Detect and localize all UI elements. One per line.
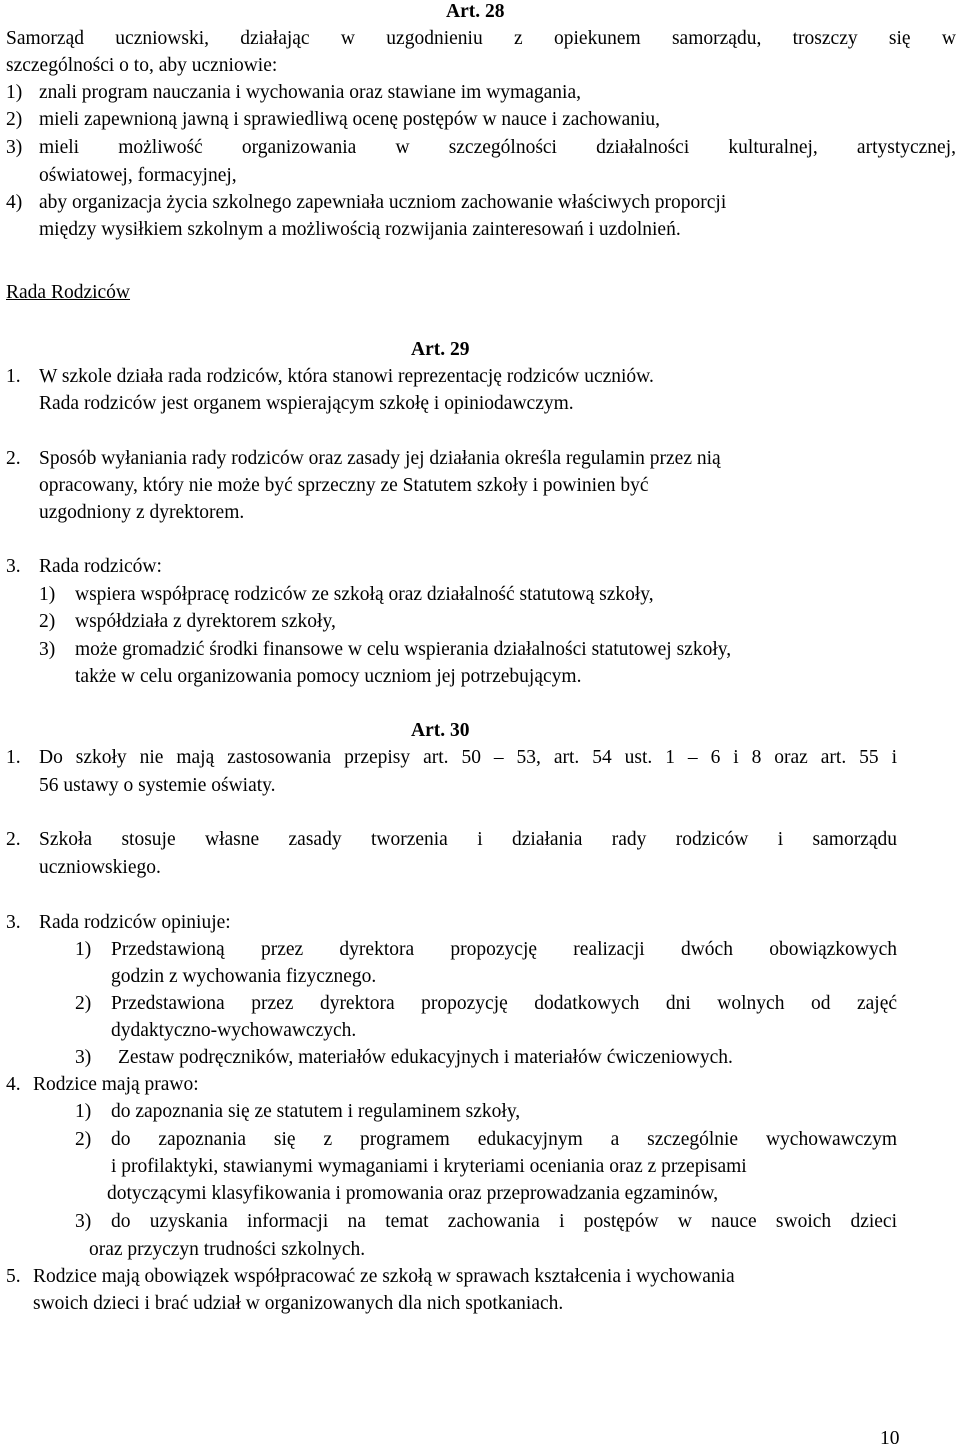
art28-intro-line1: Samorząd uczniowski, działając w uzgodnieniu z opiekunem samorządu, troszczy się w bbox=[6, 28, 956, 49]
art29-p2-line2: opracowany, który nie może być sprzeczny ze Statutem szkoły i powinien być bbox=[39, 475, 649, 496]
item-number: 2) bbox=[75, 1129, 92, 1150]
item-number: 4) bbox=[6, 192, 23, 213]
art28-item-4-line2: między wysiłkiem szkolnym a możliwością rozwijania zainteresowań i uzdolnień. bbox=[39, 219, 681, 240]
art30-p2-line2: uczniowskiego. bbox=[39, 857, 161, 878]
item-number: 1) bbox=[75, 939, 92, 960]
paragraph-number: 4. bbox=[6, 1074, 21, 1095]
item-number: 3) bbox=[6, 137, 23, 158]
item-text: aby organizacja życia szkolnego zapewniała uczniom zachowanie właściwych proporcji bbox=[39, 192, 727, 213]
art29-p1-line2: Rada rodziców jest organem wspierającym szkołę i opiniodawczym. bbox=[39, 393, 574, 414]
paragraph-text: W szkole działa rada rodziców, która stanowi reprezentację rodziców uczniów. bbox=[39, 366, 654, 387]
art29-heading: Art. 29 bbox=[411, 339, 470, 360]
paragraph-title: Rada rodziców opiniuje: bbox=[39, 912, 231, 933]
art30-p3-item-2-line2: dydaktyczno-wychowawczych. bbox=[111, 1020, 357, 1041]
paragraph-text: Sposób wyłaniania rady rodziców oraz zasady jej działania określa regulamin przez nią bbox=[39, 448, 721, 469]
art30-p4-item-3-line2: oraz przyczyn trudności szkolnych. bbox=[89, 1239, 366, 1260]
art28-item-3-line1: mieli możliwość organizowania w szczególności działalności kulturalnej, artystycznej, bbox=[39, 137, 956, 158]
art30-p3-item-2-line1: Przedstawiona przez dyrektora propozycję dodatkowych dni wolnych od zajęć bbox=[111, 993, 897, 1014]
paragraph-number: 5. bbox=[6, 1266, 21, 1287]
art28-item-3-line2: oświatowej, formacyjnej, bbox=[39, 165, 237, 186]
paragraph-number: 1. bbox=[6, 747, 21, 768]
art29-p2-line3: uzgodniony z dyrektorem. bbox=[39, 502, 245, 523]
art30-p1-line2: 56 ustawy o systemie oświaty. bbox=[39, 775, 276, 796]
paragraph-number: 2. bbox=[6, 448, 21, 469]
item-number: 1) bbox=[6, 82, 23, 103]
art30-p4-item-2-line1: do zapoznania się z programem edukacyjnym a szczególnie wychowawczym bbox=[111, 1129, 897, 1150]
item-text: mieli zapewnioną jawną i sprawiedliwą ocenę postępów w nauce i zachowaniu, bbox=[39, 109, 661, 130]
item-text: współdziała z dyrektorem szkoły, bbox=[75, 611, 336, 632]
item-text: Zestaw podręczników, materiałów edukacyjnych i materiałów ćwiczeniowych. bbox=[118, 1047, 733, 1068]
section-title-rada-rodzicow: Rada Rodziców bbox=[6, 282, 131, 303]
page-number: 10 bbox=[880, 1428, 900, 1449]
art30-p3-item-1-line2: godzin z wychowania fizycznego. bbox=[111, 966, 377, 987]
item-text: do zapoznania się ze statutem i regulaminem szkoły, bbox=[111, 1101, 521, 1122]
art30-p2-line1: Szkoła stosuje własne zasady tworzenia i działania rady rodziców i samorządu bbox=[39, 829, 897, 850]
art30-p1-line1: Do szkoły nie mają zastosowania przepisy art. 50 – 53, art. 54 ust. 1 – 6 i 8 oraz art. 55 i bbox=[39, 747, 897, 768]
item-number: 3) bbox=[75, 1047, 92, 1068]
item-text: może gromadzić środki finansowe w celu wspierania działalności statutowej szkoły, bbox=[75, 639, 732, 660]
item-number: 2) bbox=[75, 993, 92, 1014]
art30-p4-item-2-line3: dotyczącymi klasyfikowania i promowania oraz przeprowadzania egzaminów, bbox=[107, 1183, 719, 1204]
paragraph-number: 1. bbox=[6, 366, 21, 387]
paragraph-number: 2. bbox=[6, 829, 21, 850]
art30-p3-item-1-line1: Przedstawioną przez dyrektora propozycję realizacji dwóch obowiązkowych bbox=[111, 939, 897, 960]
paragraph-title: Rada rodziców: bbox=[39, 556, 162, 577]
item-number: 1) bbox=[75, 1101, 92, 1122]
paragraph-number: 3. bbox=[6, 912, 21, 933]
item-text: wspiera współpracę rodziców ze szkołą oraz działalność statutową szkoły, bbox=[75, 584, 654, 605]
art30-heading: Art. 30 bbox=[411, 720, 470, 741]
art30-p5-line2: swoich dzieci i brać udział w organizowanych dla nich spotkaniach. bbox=[33, 1293, 564, 1314]
item-number: 3) bbox=[75, 1211, 92, 1232]
art28-intro-line2: szczególności o to, aby uczniowie: bbox=[6, 55, 278, 76]
paragraph-number: 3. bbox=[6, 556, 21, 577]
item-text: znali program nauczania i wychowania oraz stawiane im wymagania, bbox=[39, 82, 581, 103]
item-number: 2) bbox=[6, 109, 23, 130]
art28-heading: Art. 28 bbox=[446, 1, 505, 22]
item-number: 3) bbox=[39, 639, 56, 660]
item-number: 2) bbox=[39, 611, 56, 632]
item-number: 1) bbox=[39, 584, 56, 605]
art29-p3-item-3-line2: także w celu organizowania pomocy uczniom jej potrzebującym. bbox=[75, 666, 582, 687]
paragraph-text: Rodzice mają obowiązek współpracować ze szkołą w sprawach kształcenia i wychowania bbox=[33, 1266, 735, 1287]
paragraph-title: Rodzice mają prawo: bbox=[33, 1074, 199, 1095]
art30-p4-item-2-line2: i profilaktyki, stawianymi wymaganiami i kryteriami oceniania oraz z przepisami bbox=[111, 1156, 747, 1177]
art30-p4-item-3-line1: do uzyskania informacji na temat zachowania i postępów w nauce swoich dzieci bbox=[111, 1211, 897, 1232]
